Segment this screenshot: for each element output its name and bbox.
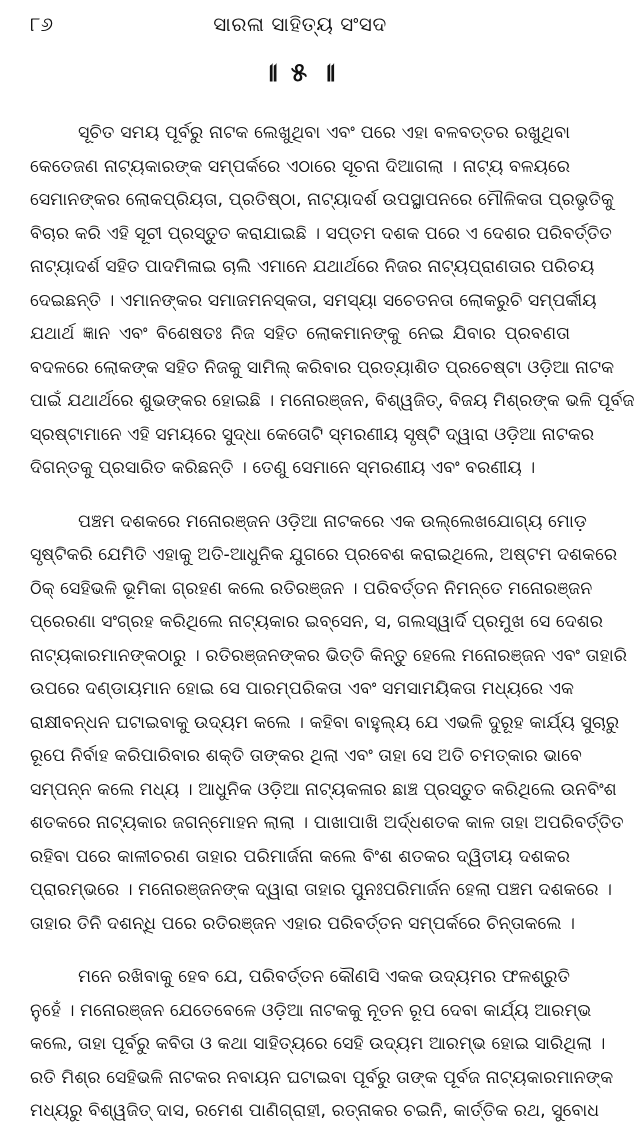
text-line: ଉପରେ ଦଣ୍ଡାୟମାନ ହୋଇ ସେ ପାରମ୍ପରିକତା ଏବଂ ସମସାମୟିକତା ମଧ୍ୟରେ ଏକ — [30, 679, 574, 699]
text-line: ସୃଷ୍ଟିକରି ଯେମିତି ଏହାକୁ ଅତି-ଆଧୁନିକ ଯୁଗରେ ପ୍ରବେଶ କରାଇଥିଲେ, ଅଷ୍ଟମ ଦଶକରେ — [30, 545, 618, 565]
text-line: ରାକ୍ଷୀବନ୍ଧନ ଘଟାଇବାକୁ ଉଦ୍ୟମ କଲେ । କହିବା ବାହୁଲ୍ୟ ଯେ ଏଭଳି ଦୁରୂହ କାର୍ଯ୍ୟ ସୁଚାରୁ — [30, 712, 620, 733]
text-line: ସମ୍ପନ୍ନ କଲେ ମଧ୍ୟ । ଆଧୁନିକ ଓଡ଼ିଆ ନାଟ୍ୟକଳାର ଛାଞ୍ଚ ପ୍ରସ୍ତୁତ କରିଥିଲେ ଉନବିଂଶ — [30, 779, 617, 800]
text-line: ଦେଇଛନ୍ତି । ଏମାନଙ୍କର ସମାଜମନସ୍କତା, ସମସ୍ୟା ସଚେତନତା ଲୋକରୁଚି ସମ୍ପର୍କୀୟ — [30, 290, 597, 311]
text-line: କଲେ, ତାହା ପୂର୍ବରୁ କବିତା ଓ କଥା ସାହିତ୍ୟରେ ସେହି ଉଦ୍ୟମ ଆରମ୍ଭ ହୋଇ ସାରିଥିଲା । — [30, 1034, 606, 1054]
paragraph — [30, 117, 635, 486]
text-line: ପାଇଁ ଯଥାର୍ଥରେ ଶୁଭଙ୍କର ହୋଇଛି । ମନୋରଞ୍ଜନ, ବିଶ୍ୱଜିତ୍, ବିଜୟ ମିଶ୍ରଙ୍କ ଭଳି ପୂର୍ବଜ — [30, 391, 635, 411]
text-line: ରହିବା ପରେ କାଳୀଚରଣ ତାହାର ପରିମାର୍ଜନା କଲେ ବିଂଶ ଶତକର ଦ୍ୱିତୀୟ ଦଶକର — [30, 846, 570, 867]
paragraph — [30, 506, 627, 942]
text-line: ତାହାର ତିନି ଦଶନ୍ଧି ପରେ ରତିରଞ୍ଜନ ଏହାର ପରିବର୍ତ୍ତନ ସମ୍ପର୍କରେ ଚିନ୍ତାକଲେ । — [30, 913, 575, 934]
text-line: ପ୍ରାରମ୍ଭରେ । ମନୋରଞ୍ଜନଙ୍କ ଦ୍ୱାରା ତାହାର ପୁନଃପରିମାର୍ଜନ ହେଲା ପଞ୍ଚମ ଦଶକରେ । — [30, 880, 612, 900]
text-line: ମଧ୍ୟରୁ ବିଶ୍ୱଜିତ୍ ଦାସ, ରମେଶ ପାଣିଗ୍ରାହୀ, ରତ୍ନାକର ଚଇନି, କାର୍ତ୍ତିକ ରଥ, ସୁବୋଧ — [30, 1101, 600, 1121]
running-title: ସାରଳା ସାହିତ୍ୟ ସଂସଦ — [213, 12, 387, 36]
text-line: ରତି ମିଶ୍ର ସେହିଭଳି ନାଟକର ନବାୟନ ଘଟାଇବା ପୂର୍ବରୁ ତାଙ୍କ ପୂର୍ବଜ ନାଟ୍ୟକାରମାନଙ୍କ — [30, 1067, 614, 1088]
text-line: ଶତକରେ ନାଟ୍ୟକାର ଜଗନ୍ମୋହନ ଲାଲା । ପାଖାପାଖି ଅର୍ଦ୍ଧଶତକ କାଳ ତାହା ଅପରିବର୍ତ୍ତିତ — [30, 813, 624, 833]
text-line: ବିଚାର କରି ଏହି ସୂଚୀ ପ୍ରସ୍ତୁତ କରାଯାଇଛି । ସପ୍ତମ ଦଶକ ପରେ ଏ ଦେଶର ପରିବର୍ତ୍ତିତ — [30, 223, 612, 244]
text-line: ଠିକ୍ ସେହିଭଳି ଭୂମିକା ଗ୍ରହଣ କଲେ ରତିରଞ୍ଜନ । ପରିବର୍ତ୍ତନ ନିମନ୍ତେ ମନୋରଞ୍ଜନ — [30, 578, 593, 599]
text-line: ସ୍ରଷ୍ଟାମାନେ ଏହି ସମୟରେ ସୁଦ୍ଧା କେତୋଟି ସ୍ମରଣୀୟ ସୃଷ୍ଟି ଦ୍ୱାରା ଓଡ଼ିଆ ନାଟକର — [30, 424, 595, 445]
text-line: ନାଟ୍ୟକାରମାନଙ୍କଠାରୁ । ରତିରଞ୍ଜନଙ୍କର ଭିତ୍ତି କିନ୍ତୁ ହେଲେ ମନୋରଞ୍ଜନ ଏବଂ ତାହାରି — [30, 645, 627, 666]
body-text — [30, 117, 635, 1129]
page-header — [30, 8, 570, 48]
text-line: ବଦଳରେ ଲୋକଙ୍କ ସହିତ ନିଜକୁ ସାମିଲ୍ କରିବାର ପ୍ରତ୍ୟାଶିତ ପ୍ରଚେଷ୍ଟା ଓଡ଼ିଆ ନାଟକ — [30, 357, 615, 378]
text-line: କେତେଜଣ ନାଟ୍ୟକାରଙ୍କ ସମ୍ପର୍କରେ ଏଠାରେ ସୂଚନା ଦିଆଗଲା । ନାଟ୍ୟ ବଳୟରେ — [30, 156, 570, 177]
text-line: ମନେ ରଖିବାକୁ ହେବ ଯେ, ପରିବର୍ତ୍ତନ କୌଣସି ଏକକ ଉଦ୍ୟମର ଫଳଶ୍ରୁତି — [78, 967, 570, 987]
text-line: ସେମାନଙ୍କର ଲୋକପ୍ରିୟତା, ପ୍ରତିଷ୍ଠା, ନାଟ୍ୟାଦର୍ଶ ଉପସ୍ଥାପନରେ ମୌଳିକତା ପ୍ରଭୃତିକୁ — [30, 190, 614, 210]
text-line: ପଞ୍ଚମ ଦଶକରେ ମନୋରଞ୍ଜନ ଓଡ଼ିଆ ନାଟକରେ ଏକ ଉଲ୍ଲେଖଯୋଗ୍ୟ ମୋଡ଼ — [78, 511, 587, 532]
text-line: ସୂଚିତ ସମୟ ପୂର୍ବରୁ ନାଟକ ଲେଖୁଥିବା ଏବଂ ପରେ ଏହା ବଳବତ୍ତର ରଖୁଥିବା — [78, 123, 570, 143]
paragraph — [30, 961, 614, 1129]
text-line: ପ୍ରେରଣା ସଂଗ୍ରହ କରିଥିଲେ ନାଟ୍ୟକାର ଇବ୍‌ସେନ, ସ, ଗଲସ୍‌ୱାର୍ଦି ପ୍ରମୁଖ ସେ ଦେଶର — [30, 612, 603, 632]
text-line: ନୁହେଁ । ମନୋରଞ୍ଜନ ଯେତେବେଳେ ଓଡ଼ିଆ ନାଟକକୁ ନୂତନ ରୂପ ଦେବା କାର୍ଯ୍ୟ ଆରମ୍ଭ — [30, 1000, 592, 1021]
text-line: ନାଟ୍ୟାଦର୍ଶ ସହିତ ପାଦମିଳାଇ ଚାଲି ଏମାନେ ଯଥାର୍ଥରେ ନିଜର ନାଟ୍ୟପ୍ରାଣତାର ପରିଚୟ — [30, 257, 595, 277]
section-heading: ॥ ୫ ॥ — [262, 58, 338, 88]
text-line: ରୂପେ ନିର୍ବାହ କରିପାରିବାର ଶକ୍ତି ତାଙ୍କର ଥିଲା ଏବଂ ତାହା ସେ ଅତି ଚମତ୍କାର ଭାବେ — [30, 746, 582, 766]
text-line: ଯଥାର୍ଥ ଜ୍ଞାନ ଏବଂ ବିଶେଷତଃ ନିଜ ସହିତ ଲୋକମାନଙ୍କୁ ନେଇ ଯିବାର ପ୍ରବଣତା — [30, 324, 570, 344]
text-line: ଦିଗନ୍ତକୁ ପ୍ରସାରିତ କରିଛନ୍ତି । ତେଣୁ ସେମାନେ ସ୍ମରଣୀୟ ଏବଂ ବରଣୀୟ । — [30, 458, 536, 478]
page-number: ୮୬ — [30, 12, 53, 36]
